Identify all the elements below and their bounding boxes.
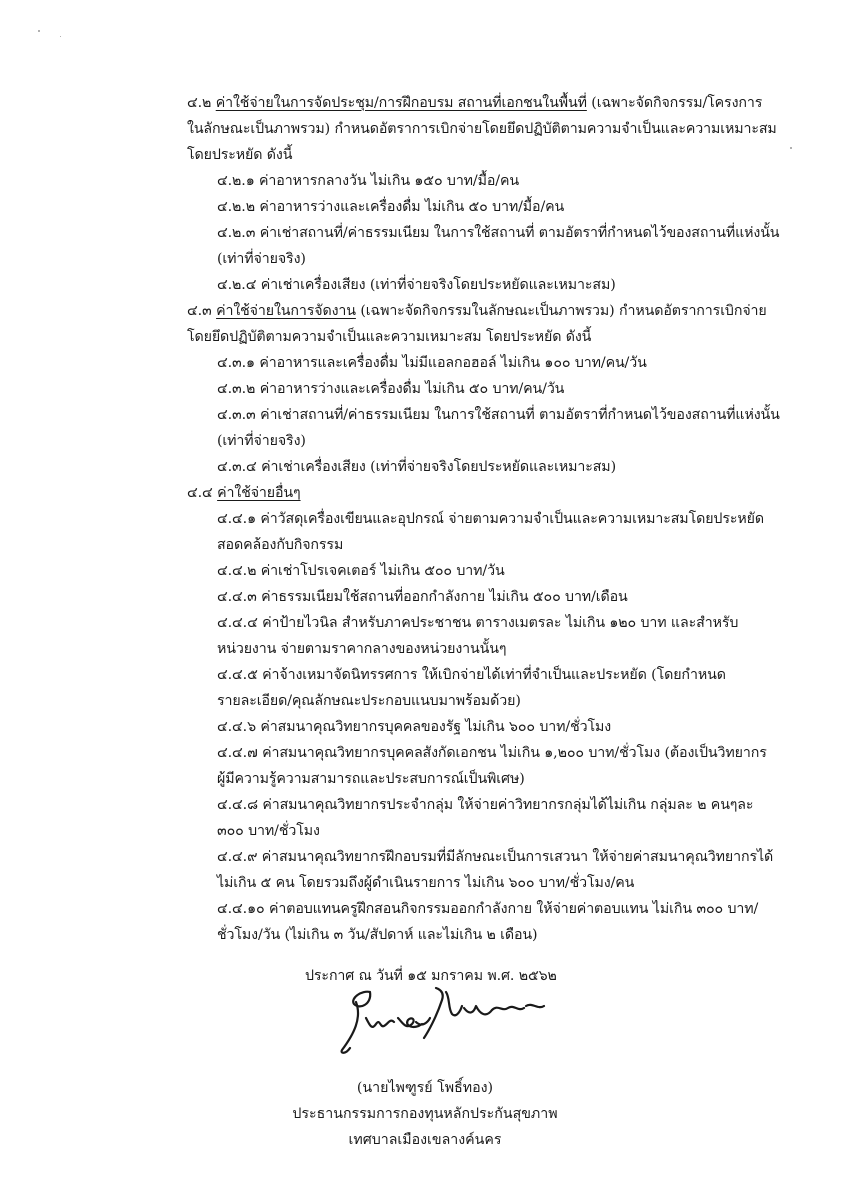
paragraph-line: โดยยึดปฏิบัติตามความจำเป็นและความเหมาะสม โดยประหยัด ดังนี้ — [187, 329, 592, 345]
signature — [332, 978, 562, 1068]
list-item: ๔.๓.๑ ค่าอาหารและเครื่องดื่ม ไม่มีแอลกอฮอล์ ไม่เกิน ๑๐๐ บาท/คน/วัน — [217, 355, 647, 371]
organization: เทศบาลเมืองเขลางค์นคร — [348, 1132, 502, 1148]
list-item: ๔.๔.๕ ค่าจ้างเหมาจัดนิทรรศการ ให้เบิกจ่ายได้เท่าที่จำเป็นและประหยัด (โดยกำหนด — [217, 667, 726, 683]
list-item-continuation: (เท่าที่จ่ายจริง) — [217, 251, 306, 267]
list-item-continuation: ชั่วโมง/วัน (ไม่เกิน ๓ วัน/สัปดาห์ และไม่เกิน ๒ เดือน) — [217, 927, 538, 943]
list-item: ๔.๔.๑๐ ค่าตอบแทนครูฝึกสอนกิจกรรมออกกำลังกาย ให้จ่ายค่าตอบแทน ไม่เกิน ๓๐๐ บาท/ — [217, 901, 759, 917]
paper-speck — [38, 30, 40, 32]
section-4-2-heading — [187, 93, 762, 113]
signer-name: (นายไพฑูรย์ โพธิ์ทอง) — [356, 1080, 494, 1096]
list-item: ๔.๔.๖ ค่าสมนาคุณวิทยากรบุคคลของรัฐ ไม่เกิน ๖๐๐ บาท/ชั่วโมง — [217, 719, 612, 735]
list-item: ๔.๔.๒ ค่าเช่าโปรเจคเตอร์ ไม่เกิน ๕๐๐ บาท/วัน — [217, 563, 505, 579]
section-4-3-heading — [187, 301, 767, 321]
section-number: ๔.๓ — [187, 303, 217, 319]
paragraph-line: ในลักษณะเป็นภาพรวม) กำหนดอัตราการเบิกจ่ายโดยยึดปฏิบัติตามความจำเป็นและความเหมาะสม — [187, 121, 777, 137]
section-title: ค่าใช้จ่ายอื่นๆ — [217, 485, 301, 501]
list-item-continuation: ๓๐๐ บาท/ชั่วโมง — [217, 823, 320, 839]
section-title: ค่าใช้จ่ายในการจัดประชุม/การฝึกอบรม สถานที่เอกชนในพื้นที่ — [215, 95, 587, 111]
paper-speck — [60, 36, 61, 37]
list-item-continuation: หน่วยงาน จ่ายตามราคากลางของหน่วยงานนั้นๆ — [217, 641, 507, 657]
list-item: ๔.๒.๒ ค่าอาหารว่างและเครื่องดื่ม ไม่เกิน ๕๐ บาท/มื้อ/คน — [217, 199, 565, 215]
section-text: (เฉพาะจัดกิจกรรมในลักษณะเป็นภาพรวม) กำหนดอัตราการเบิกจ่าย — [355, 303, 767, 319]
section-number: ๔.๔ — [187, 485, 218, 501]
list-item: ๔.๓.๒ ค่าอาหารว่างและเครื่องดื่ม ไม่เกิน ๕๐ บาท/คน/วัน — [217, 381, 565, 397]
list-item: ๔.๔.๙ ค่าสมนาคุณวิทยากรฝึกอบรมที่มีลักษณะเป็นการเสวนา ให้จ่ายค่าสมนาคุณวิทยากรได้ — [217, 849, 774, 865]
list-item: ๔.๒.๑ ค่าอาหารกลางวัน ไม่เกิน ๑๕๐ บาท/มื้อ/คน — [217, 173, 519, 189]
list-item-continuation: สอดคล้องกับกิจกรรม — [217, 537, 344, 553]
list-item-continuation: ไม่เกิน ๕ คน โดยรวมถึงผู้ดำเนินรายการ ไม่เกิน ๖๐๐ บาท/ชั่วโมง/คน — [217, 875, 635, 891]
list-item: ๔.๔.๓ ค่าธรรมเนียมใช้สถานที่ออกกำลังกาย ไม่เกิน ๕๐๐ บาท/เดือน — [217, 589, 628, 605]
list-item-continuation: ผู้มีความรู้ความสามารถและประสบการณ์เป็นพิเศษ) — [217, 771, 525, 787]
list-item-continuation: รายละเอียด/คุณลักษณะประกอบแนบมาพร้อมด้วย) — [217, 693, 521, 709]
list-item: ๔.๓.๔ ค่าเช่าเครื่องเสียง (เท่าที่จ่ายจริงโดยประหยัดและเหมาะสม) — [217, 459, 616, 475]
signer-position: ประธานกรรมการกองทุนหลักประกันสุขภาพ — [292, 1106, 558, 1122]
list-item: ๔.๓.๓ ค่าเช่าสถานที่/ค่าธรรมเนียม ในการใช้สถานที่ ตามอัตราที่กำหนดไว้ของสถานที่แห่งนั้น — [217, 407, 780, 423]
section-text: (เฉพาะจัดกิจกรรม/โครงการ — [586, 95, 763, 111]
section-number: ๔.๒ — [187, 95, 216, 111]
paper-speck — [790, 147, 792, 149]
paragraph-line: โดยประหยัด ดังนี้ — [187, 147, 293, 163]
list-item: ๔.๔.๑ ค่าวัสดุเครื่องเขียนและอุปกรณ์ จ่ายตามความจำเป็นและความเหมาะสมโดยประหยัด — [217, 511, 764, 527]
list-item: ๔.๒.๔ ค่าเช่าเครื่องเสียง (เท่าที่จ่ายจริงโดยประหยัดและเหมาะสม) — [217, 277, 616, 293]
section-4-4-heading — [187, 483, 301, 503]
section-title: ค่าใช้จ่ายในการจัดงาน — [216, 303, 356, 319]
list-item: ๔.๔.๗ ค่าสมนาคุณวิทยากรบุคคลสังกัดเอกชน ไม่เกิน ๑,๒๐๐ บาท/ชั่วโมง (ต้องเป็นวิทยากร — [217, 745, 767, 761]
list-item: ๔.๔.๘ ค่าสมนาคุณวิทยากรประจำกลุ่ม ให้จ่ายค่าวิทยากรกลุ่มได้ไม่เกิน กลุ่มละ ๒ คนๆละ — [217, 797, 754, 813]
list-item: ๔.๔.๔ ค่าป้ายไวนิล สำหรับภาคประชาชน ตารางเมตรละ ไม่เกิน ๑๒๐ บาท และสำหรับ — [217, 615, 739, 631]
list-item-continuation: (เท่าที่จ่ายจริง) — [217, 433, 306, 449]
list-item: ๔.๒.๓ ค่าเช่าสถานที่/ค่าธรรมเนียม ในการใช้สถานที่ ตามอัตราที่กำหนดไว้ของสถานที่แห่งนั้น — [217, 225, 780, 241]
announcement-date: ประกาศ ณ วันที่ ๑๕ มกราคม พ.ศ. ๒๕๖๒ — [305, 968, 557, 984]
